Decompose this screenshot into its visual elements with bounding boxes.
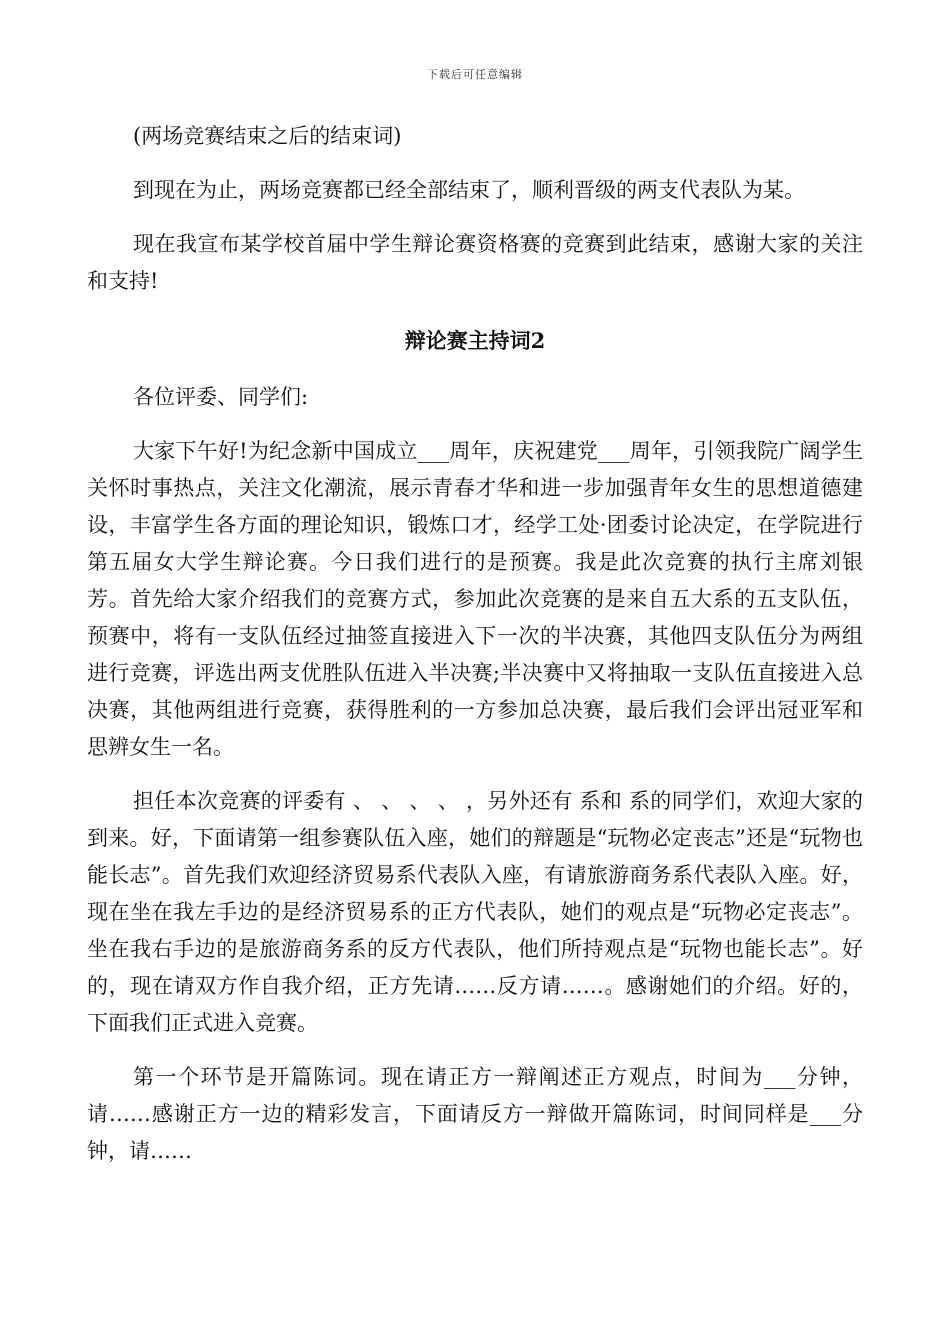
section-title: 辩论赛主持词2: [404, 328, 546, 353]
closing-note-paragraph: (两场竞赛结束之后的结束词): [133, 124, 402, 148]
page-header-note: 下载后可任意编辑: [427, 68, 523, 81]
closing-paragraph-2: 现在我宣布某学校首届中学生辩论赛资格赛的竞赛到此结束，感谢大家的关注和支持!: [87, 232, 863, 293]
closing-paragraph-1: 到现在为止，两场竞赛都已经全部结束了，顺利晋级的两支代表队为某。: [133, 178, 805, 202]
document-body: [87, 118, 863, 1170]
first-round-paragraph: 第一个环节是开篇陈词。现在请正方一辩阐述正方观点，时间为___分钟，请……感谢正方一边的精彩发言，下面请反方一辩做开篇陈词，时间同样是___分钟，请……: [87, 1065, 863, 1163]
salutation-paragraph: 各位评委、同学们:: [133, 385, 309, 409]
judges-paragraph: 担任本次竞赛的评委有 、 、 、 、 ，另外还有 系和 系的同学们，欢迎大家的到来。好，下面请第一组参赛队伍入座，她们的辩题是“玩物必定丧志”还是“玩物也能长志”。首先我们欢迎经济贸易系代表队入座，有请旅游商务系代表队入座。好，现在坐在我左手边的是经济贸易系的正方代表队，她们的观点是“玩物必定丧志”。坐在我右手边的是旅游商务系的反方代表队，他们所持观点是“玩物也能长志”。好的，现在请双方作自我介绍，正方先请……反方请……。感谢她们的介绍。好的，下面我们正式进入竞赛。: [87, 789, 863, 1035]
opening-paragraph: 大家下午好!为纪念新中国成立___周年，庆祝建党___周年，引领我院广阔学生关怀时事热点，关注文化潮流，展示青春才华和进一步加强青年女生的思想道德建设，丰富学生各方面的理论知识，锻炼口才，经学工处·团委讨论决定，在学院进行第五届女大学生辩论赛。今日我们进行的是预赛。我是此次竞赛的执行主席刘银芳。首先给大家介绍我们的竞赛方式，参加此次竞赛的是来自五大系的五支队伍，预赛中，将有一支队伍经过抽签直接进入下一次的半决赛，其他四支队伍分为两组进行竞赛，评选出两支优胜队伍进入半决赛;半决赛中又将抽取一支队伍直接进入总决赛，其他两组进行竞赛，获得胜利的一方参加总决赛，最后我们会评出冠亚军和思辨女生一名。: [87, 439, 863, 759]
